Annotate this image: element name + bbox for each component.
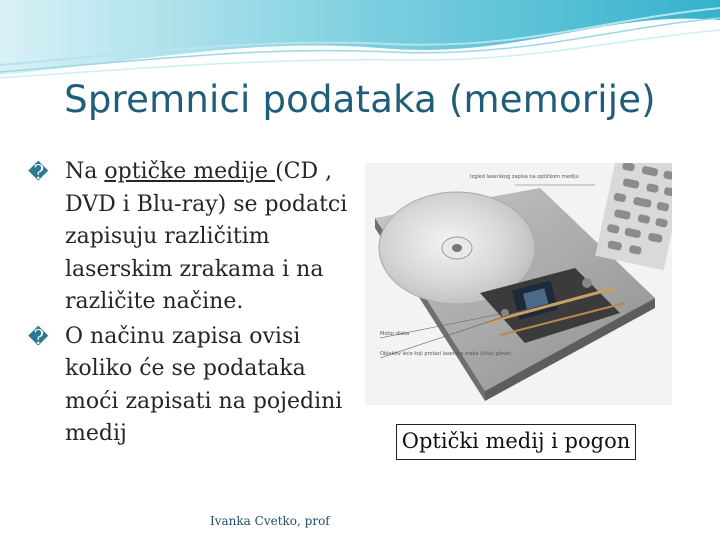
bullet-text-post: (CD , DVD i Blu-ray) se podatci zapisuju različitim laserskim zrakama i na različite načine.	[65, 159, 348, 314]
optical-media-link[interactable]: optičke medije	[104, 159, 276, 184]
bullet-text: O načinu zapisa ovisi koliko će se podataka moći zapisati na pojedini medij	[65, 323, 343, 446]
optical-drive-image	[365, 163, 672, 405]
callout-top: Izgled laserskog zapisa na optičkom mediju	[470, 174, 579, 180]
figure-caption: Optički medij i pogon	[396, 424, 636, 460]
author-footer: Ivanka Cvetko, prof	[210, 514, 330, 528]
bullet-icon: �	[28, 160, 49, 184]
bullet-item	[28, 156, 358, 319]
bullet-text-pre: Na	[65, 159, 105, 184]
callout-lens: Objektiv leće koji prolazi laserska zraka (čitač glave)	[380, 351, 512, 357]
bullet-item	[28, 321, 358, 451]
slide-title: Spremnici podataka (memorije)	[64, 78, 656, 121]
header-wave-decoration	[0, 0, 720, 90]
callout-motor: Motor diska	[380, 331, 410, 337]
bullet-list	[28, 156, 358, 453]
bullet-icon: �	[28, 324, 49, 349]
